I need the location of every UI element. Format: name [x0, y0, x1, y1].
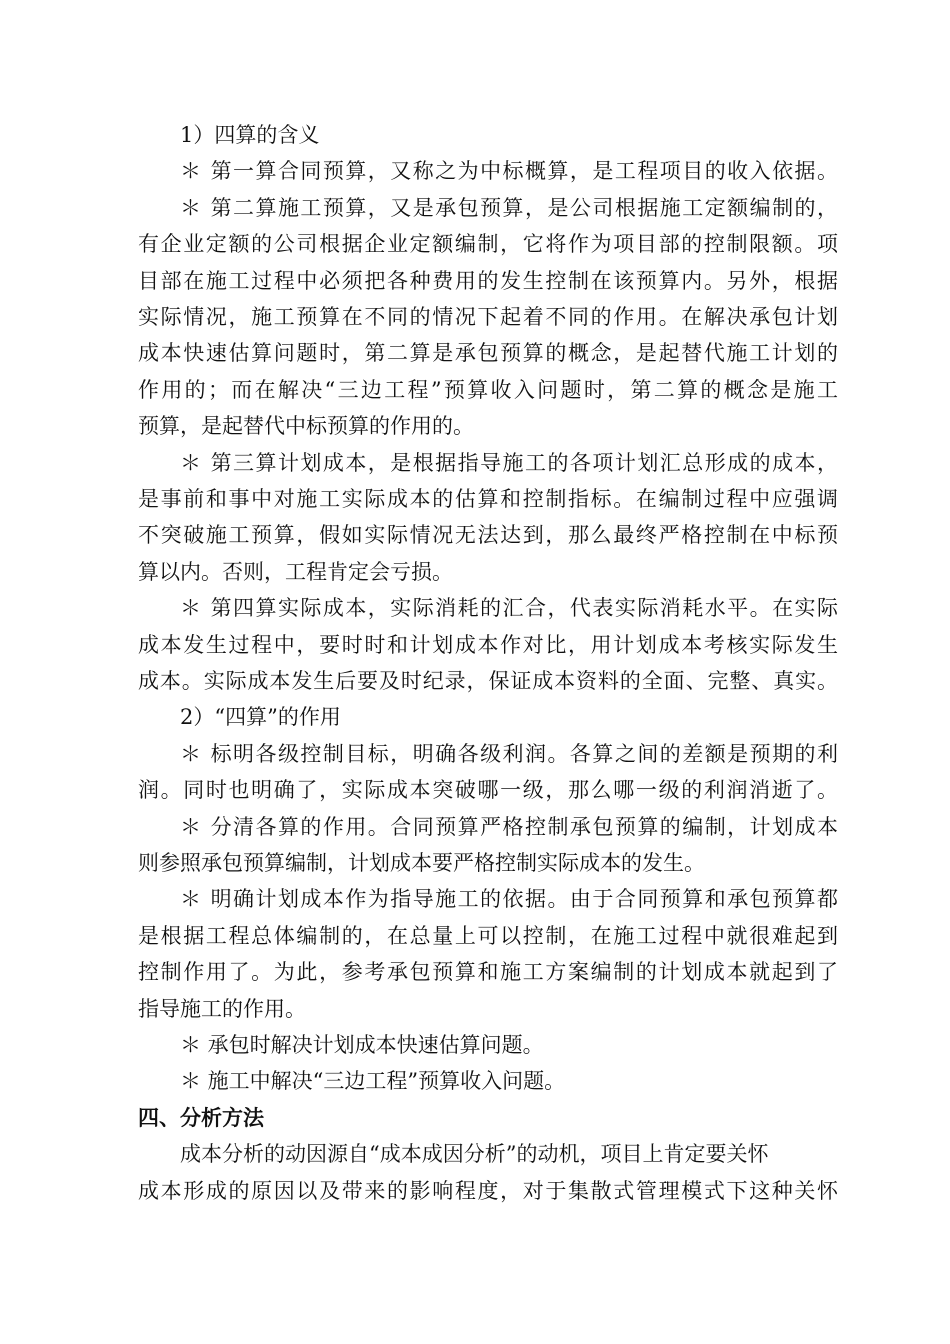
- text-line: 则参照承包预算编制，计划成本要严格控制实际成本的发生。: [138, 851, 705, 875]
- text-line: 是事前和事中对施工实际成本的估算和控制指标。在编制过程中应强调: [138, 487, 840, 511]
- section-heading: 四、分析方法: [138, 1105, 264, 1130]
- text-line: 有企业定额的公司根据企业定额编制，它将作为项目部的控制限额。项: [138, 232, 840, 257]
- text-line: ＊ 第一算合同预算，又称之为中标概算，是工程项目的收入依据。: [180, 159, 840, 184]
- text-line: ＊ 第四算实际成本，实际消耗的汇合，代表实际消耗水平。在实际: [180, 596, 840, 621]
- text-line: ＊ 标明各级控制目标，明确各级利润。各算之间的差额是预期的利: [180, 741, 840, 766]
- text-line: 控制作用了。为此，参考承包预算和施工方案编制的计划成本就起到了: [138, 960, 840, 985]
- text-line: 实际情况，施工预算在不同的情况下起着不同的作用。在解决承包计划: [138, 305, 840, 329]
- text-line: 作用的；而在解决“三边工程”预算收入问题时，第二算的概念是施工: [138, 377, 841, 402]
- text-line: ＊ 第二算施工预算，又是承包预算，是公司根据施工定额编制的，: [180, 195, 840, 220]
- text-line: ＊ 明确计划成本作为指导施工的依据。由于合同预算和承包预算都: [180, 887, 840, 912]
- text-line: 成本。实际成本发生后要及时纪录，保证成本资料的全面、完整、真实。: [138, 669, 839, 693]
- text-line: 预算，是起替代中标预算的作用的。: [138, 414, 474, 439]
- text-line: 成本形成的原因以及带来的影响程度，对于集散式管理模式下这种关怀: [138, 1178, 840, 1203]
- text-line: 目部在施工过程中必须把各种费用的发生控制在该预算内。另外，根据: [138, 268, 840, 293]
- text-line: 成本快速估算问题时，第二算是承包预算的概念，是起替代施工计划的: [138, 341, 840, 366]
- text-line: ＊ 分清各算的作用。合同预算严格控制承包预算的编制，计划成本: [180, 814, 840, 839]
- text-line: ＊ 施工中解决“三边工程”预算收入问题。: [180, 1069, 566, 1094]
- text-line: 是根据工程总体编制的，在总量上可以控制，在施工过程中就很难起到: [138, 923, 840, 948]
- text-line: 2）“四算”的作用: [180, 705, 341, 730]
- text-line: 1）四算的含义: [180, 123, 320, 147]
- text-line: 成本发生过程中，要时时和计划成本作对比，用计划成本考核实际发生: [138, 632, 840, 657]
- text-line: 指导施工的作用。: [138, 996, 306, 1021]
- text-line: ＊ 第三算计划成本，是根据指导施工的各项计划汇总形成的成本，: [180, 450, 840, 475]
- text-line: 成本分析的动因源自“成本成因分析”的动机，项目上肯定要关怀: [180, 1142, 769, 1167]
- text-line: 不突破施工预算，假如实际情况无法达到，那么最终严格控制在中标预: [138, 523, 840, 548]
- text-line: 算以内。否则，工程肯定会亏损。: [138, 559, 453, 584]
- text-line: ＊ 承包时解决计划成本快速估算问题。: [180, 1033, 544, 1057]
- text-line: 润。同时也明确了，实际成本突破哪一级，那么哪一级的利润消逝了。: [138, 778, 840, 803]
